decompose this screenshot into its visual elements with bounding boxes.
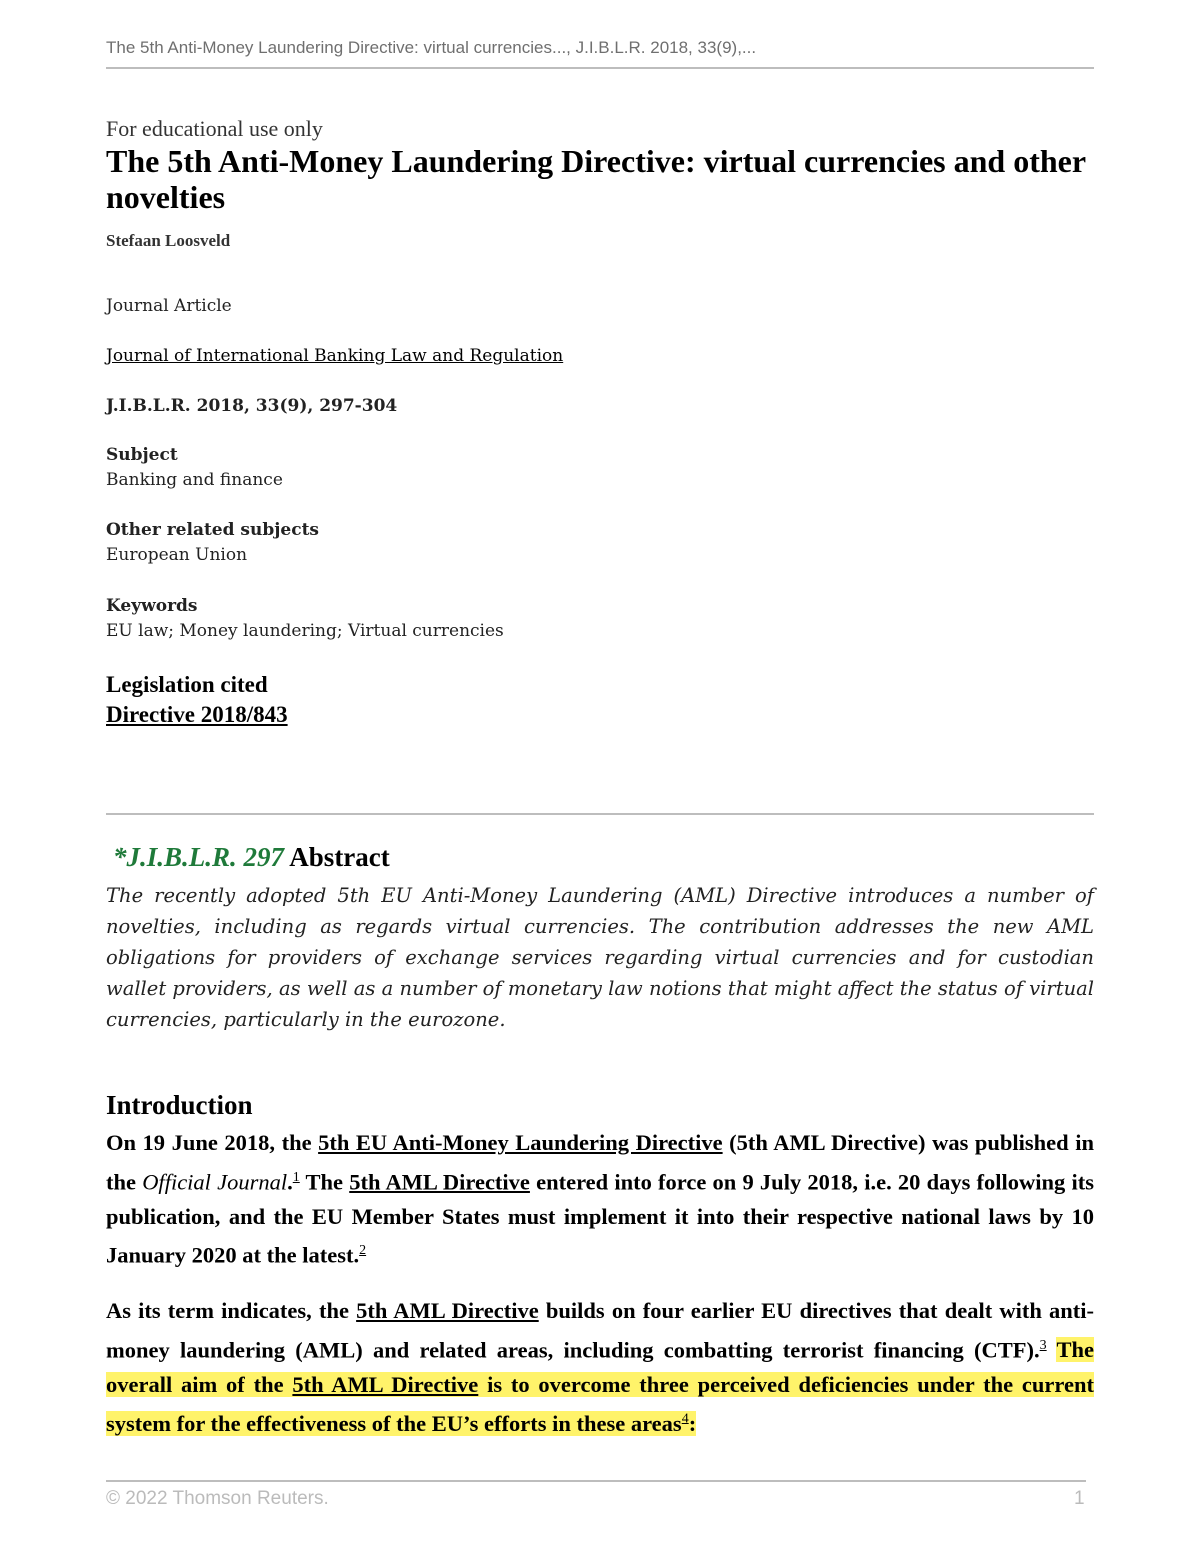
legislation-label: Legislation cited [106, 672, 268, 697]
subject-value: Banking and finance [106, 470, 283, 490]
p2-highlight-b: is to overcome three perceived deficiencies under the current system for the effectiveness of the EU’s efforts in these areas [106, 1371, 1094, 1436]
p1-text-c: . [287, 1169, 293, 1194]
p2-text-a: As its term indicates, the [106, 1298, 357, 1323]
keywords-label: Keywords [106, 596, 198, 616]
section-divider [106, 813, 1094, 815]
other-subjects-value: European Union [106, 545, 248, 565]
running-header: The 5th Anti-Money Laundering Directive: virtual currencies..., J.I.B.L.R. 2018, 33(9),... [106, 38, 757, 57]
footnote-1-link[interactable]: 1 [292, 1169, 300, 1185]
p1-text-b: (5th AML Directive) was published in the [106, 1130, 1094, 1194]
keywords-block [106, 594, 504, 644]
p1-text-a: On 19 June 2018, the [106, 1130, 319, 1155]
other-subjects-block [106, 518, 319, 568]
citation: J.I.B.L.R. 2018, 33(9), 297-304 [106, 396, 398, 416]
subject-block [106, 443, 283, 493]
abstract-title: Abstract [289, 842, 390, 872]
abstract-text: The recently adopted 5th EU Anti-Money Laundering (AML) Directive introduces a number of novelties, including as regards virtual currencies. The contribution addresses the new AML obligations for providers of exchange services regarding virtual currencies and for custodian wallet providers, as well as a number of monetary law notions that might affect the status of virtual currencies, particularly in the eurozone. [106, 884, 1094, 1031]
introduction-heading: Introduction [106, 1090, 253, 1120]
aml-directive-link[interactable]: 5th AML Directive [356, 1298, 539, 1323]
p2-text-b: builds on four earlier EU directives that dealt with anti-money laundering (AML) and related areas, including combatting terrorist financing (CTF). [106, 1298, 1094, 1362]
page-number: 1 [1074, 1488, 1085, 1509]
header-divider [106, 67, 1094, 69]
abstract-heading [113, 842, 390, 873]
p2-highlight-c: : [688, 1410, 697, 1436]
intro-paragraph-1 [106, 1126, 1094, 1273]
aml-directive-link[interactable]: 5th AML Directive [292, 1371, 479, 1397]
document-type: Journal Article [106, 296, 232, 316]
keywords-value: EU law; Money laundering; Virtual currencies [106, 621, 504, 641]
p2-highlight-a: The overall aim of the [106, 1337, 1094, 1397]
intro-paragraph-2 [106, 1294, 1094, 1441]
p1-text-d: The [299, 1169, 350, 1194]
document-title: The 5th Anti-Money Laundering Directive: virtual currencies and other novelties [106, 143, 1086, 215]
aml-directive-link[interactable]: 5th AML Directive [349, 1169, 530, 1194]
footnote-3-link[interactable]: 3 [1039, 1337, 1047, 1353]
directive-link[interactable]: 5th EU Anti-Money Laundering Directive [318, 1130, 723, 1155]
author-name: Stefaan Loosveld [106, 231, 231, 250]
other-subjects-label: Other related subjects [106, 520, 319, 540]
official-journal: Official Journal [142, 1169, 288, 1194]
educational-notice: For educational use only [106, 116, 323, 141]
footnote-4-link[interactable]: 4 [681, 1411, 689, 1426]
p1-text-e: entered into force on 9 July 2018, i.e. 20 days following its publication, and the EU Member States must implement it into their respective national laws by 10 January 2020 at the latest. [106, 1169, 1094, 1268]
subject-label: Subject [106, 445, 178, 465]
legislation-block [106, 670, 288, 730]
page-reference: *J.I.B.L.R. 297 [113, 842, 285, 872]
journal-link[interactable]: Journal of International Banking Law and Regulation [106, 346, 564, 366]
copyright: © 2022 Thomson Reuters. [106, 1488, 329, 1509]
legislation-link[interactable]: Directive 2018/843 [106, 702, 288, 727]
footer-divider [106, 1480, 1086, 1482]
footnote-2-link[interactable]: 2 [359, 1243, 367, 1258]
